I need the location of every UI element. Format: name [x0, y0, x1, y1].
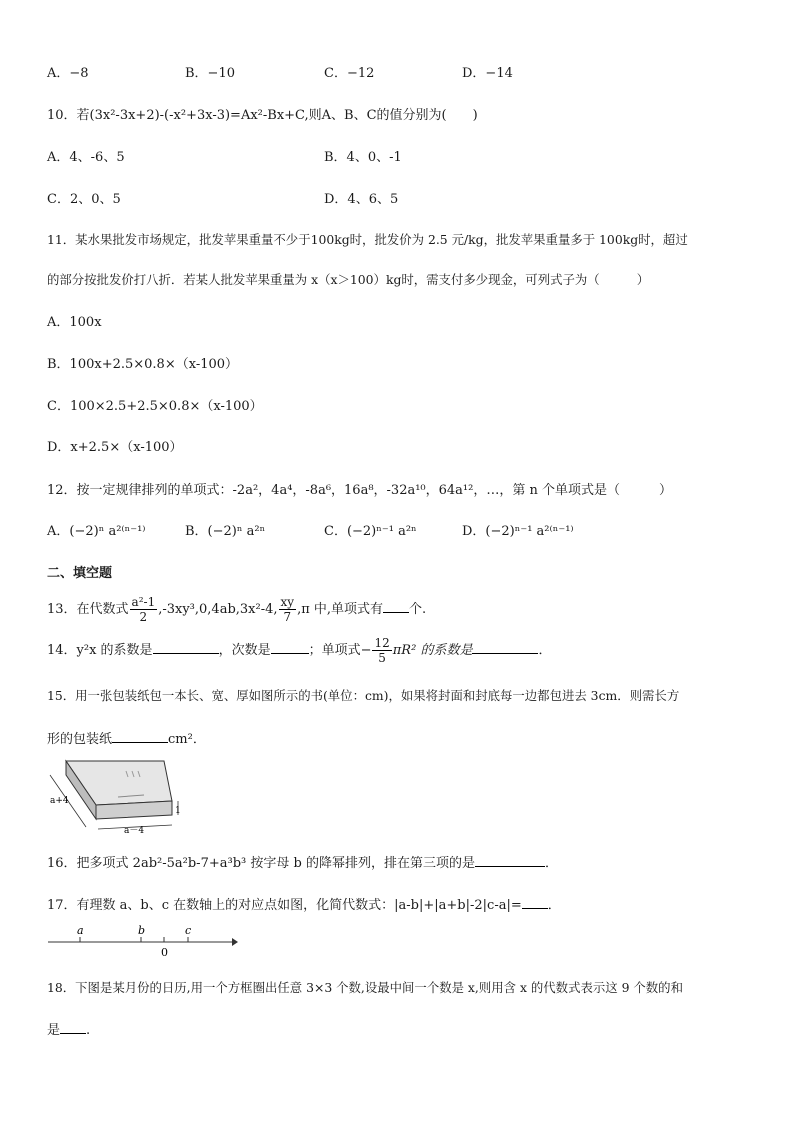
q9-option-c: C．−12 — [324, 66, 375, 81]
number-line — [46, 922, 238, 960]
q10-option-d: D．4、6、5 — [324, 192, 399, 207]
q18-line2-prefix: 是 — [47, 1023, 61, 1038]
q11-option-c: C．100×2.5+2.5×0.8×（x-100） — [47, 399, 263, 414]
q12-stem: 12．按一定规律排列的单项式：-2a²，4a⁴，-8a⁶，16a⁸，-32a¹⁰，64a¹²，…，第 n 个单项式是（ ） — [47, 483, 672, 498]
q16-answer-blank[interactable] — [475, 853, 545, 867]
q13-middle: ,-3xy³,0,4ab,3x²-4, — [158, 602, 278, 617]
q14 — [47, 636, 551, 666]
q13-fraction-1 — [130, 595, 158, 624]
q13-suffix-a: ,π 中,单项式有 — [297, 602, 384, 617]
q18-stem-line2 — [47, 1019, 90, 1038]
q14-mid1: ，次数是 — [218, 643, 271, 658]
q16-prefix: 16．把多项式 2ab²-5a²b-7+a³b³ 按字母 b 的降幂排列，排在第三项的是 — [47, 856, 475, 871]
q12-option-d: D．(−2)ⁿ⁻¹ a²⁽ⁿ⁻¹⁾ — [462, 524, 574, 539]
section-title-fill-in: 二、填空题 — [47, 566, 113, 581]
q9-option-b: B．−10 — [185, 66, 235, 81]
book-figure — [46, 757, 186, 837]
q10-stem: 10．若(3x²-3x+2)-(-x²+3x-3)=Ax²-Bx+C,则A、B、C的值分别为( ) — [47, 108, 478, 123]
q11-stem-line1: 11．某水果批发市场规定，批发苹果重量不少于100kg时，批发价为 2.5 元/kg，批发苹果重量多于 100kg时，超过 — [47, 232, 688, 247]
q11-option-a: A．100x — [47, 315, 102, 330]
q14-blank-degree[interactable] — [271, 640, 309, 654]
q13-suffix-b: 个. — [409, 602, 427, 617]
q14-mid2: ；单项式− — [308, 643, 372, 658]
q10-option-c: C．2、0、5 — [47, 192, 121, 207]
q15-stem-line1: 15．用一张包装纸包一本长、宽、厚如图所示的书(单位：cm)，如果将封面和封底每一边都包进去 3cm．则需长方 — [47, 688, 680, 703]
q9-option-d: D．−14 — [462, 66, 513, 81]
q18-stem-line1: 18．下图是某月份的日历,用一个方框圈出任意 3×3 个数,设最中间一个数是 x,则用含 x 的代数式表示这 9 个数的和 — [47, 980, 683, 995]
q16-end: ． — [544, 856, 558, 871]
label-c: c — [185, 924, 192, 937]
number-line-arrow — [232, 938, 238, 946]
q11-stem-line2: 的部分按批发价打八折．若某人批发苹果重量为 x（x＞100）kg时，需支付多少现金，可列式子为（ ） — [47, 272, 650, 287]
q12-option-c: C．(−2)ⁿ⁻¹ a²ⁿ — [324, 524, 417, 539]
label-zero: 0 — [161, 946, 168, 959]
q17 — [47, 894, 561, 913]
q13-answer-blank[interactable] — [383, 599, 409, 613]
q11-option-b: B．100x+2.5×0.8×（x-100） — [47, 357, 239, 372]
label-side: a+4 — [50, 796, 69, 806]
q17-end: ． — [547, 898, 561, 913]
q15-line2-prefix: 形的包装纸 — [47, 732, 113, 747]
label-bottom: a－4 — [124, 826, 145, 836]
q18-answer-blank[interactable] — [60, 1020, 86, 1034]
q15-stem-line2 — [47, 728, 206, 747]
q13 — [47, 595, 426, 625]
q12-option-a: A．(−2)ⁿ a²⁽ⁿ⁻¹⁾ — [47, 524, 146, 539]
q15-answer-blank[interactable] — [112, 729, 168, 743]
q11-option-d: D．x+2.5×（x-100） — [47, 440, 183, 455]
q17-prefix: 17．有理数 a、b、c 在数轴上的对应点如图，化简代数式：|a-b|+|a+b|-2|c-a|= — [47, 898, 522, 913]
q14-fraction — [372, 636, 391, 665]
q14-prefix: 14．y²x 的系数是 — [47, 643, 153, 658]
q12-option-b: B．(−2)ⁿ a²ⁿ — [185, 524, 266, 539]
q10-option-b: B．4、0、-1 — [324, 150, 402, 165]
q14-blank-coefficient-2[interactable] — [472, 640, 538, 654]
q14-end: ． — [538, 643, 552, 658]
label-b: b — [138, 924, 146, 937]
q13-prefix: 13．在代数式 — [47, 602, 129, 617]
q13-fraction-2 — [279, 595, 297, 624]
label-a: a — [77, 924, 84, 937]
q14-fraction-denominator: 5 — [378, 651, 386, 665]
q13-fraction-1-numerator: a²-1 — [131, 595, 156, 609]
q15-line2-suffix: cm²． — [168, 732, 206, 747]
q13-fraction-2-denominator: 7 — [283, 610, 292, 624]
q9-option-a: A．−8 — [47, 66, 89, 81]
q14-after-fraction: πR² 的系数是 — [392, 643, 473, 658]
q18-line2-end: . — [86, 1023, 91, 1038]
q10-option-a: A．4、-6、5 — [47, 150, 125, 165]
q16 — [47, 852, 558, 871]
q14-fraction-numerator: 12 — [374, 636, 390, 650]
q14-blank-coefficient[interactable] — [153, 640, 219, 654]
q13-fraction-2-numerator: xy — [280, 595, 295, 609]
q13-fraction-1-denominator: 2 — [139, 610, 148, 624]
q17-answer-blank[interactable] — [522, 895, 548, 909]
label-thickness: 1 — [175, 806, 181, 816]
